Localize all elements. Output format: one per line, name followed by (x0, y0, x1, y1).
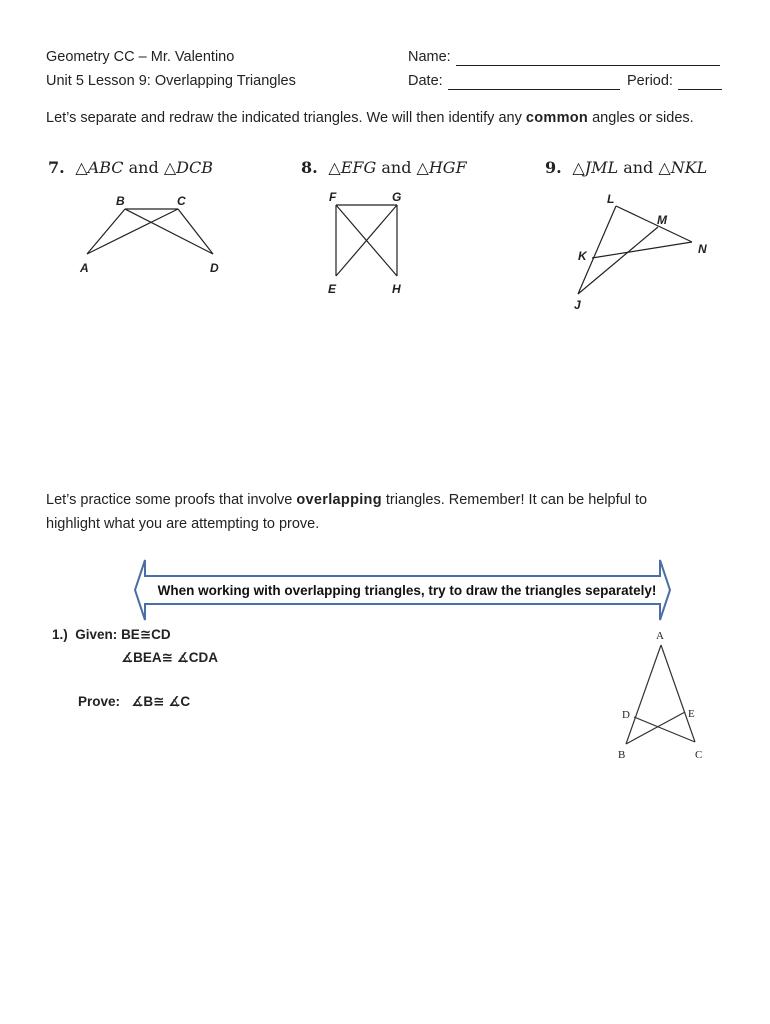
problem-8-t1: EFG (340, 158, 377, 177)
problem-7-t1: ABC (87, 158, 124, 177)
problem-9-t1: JML (584, 158, 619, 177)
problem-7-and: and (128, 158, 159, 177)
problem-7-diagram (87, 209, 213, 254)
practice-line-2: highlight what you are attempting to prove. (46, 516, 320, 532)
proof-1-given-1: BE≅CD (121, 627, 171, 642)
triangle-symbol: △ (416, 158, 429, 177)
segment-ca (87, 209, 178, 254)
name-label: Name: (408, 49, 451, 65)
practice-bold-overlapping: overlapping (296, 492, 382, 508)
banner-arrow (135, 560, 670, 620)
proof-1-diagram (626, 645, 695, 744)
proof-1-given-label: Given: (75, 627, 118, 642)
label-f: F (329, 190, 337, 204)
segment-kn (592, 242, 692, 258)
course-title: Geometry CC – Mr. Valentino (46, 49, 235, 65)
triangle-symbol: △ (572, 158, 585, 177)
proof-label-e: E (688, 708, 695, 720)
label-l: L (607, 192, 615, 206)
lesson-title: Unit 5 Lesson 9: Overlapping Triangles (46, 73, 296, 89)
segment-ln (616, 206, 692, 242)
proof-1-prove-label: Prove: (78, 694, 121, 709)
problem-8-diagram (336, 205, 397, 276)
proof-label-b: B (618, 749, 626, 761)
label-c: C (177, 194, 186, 208)
practice-post: triangles. Remember! It can be helpful to (381, 492, 648, 508)
label-g: G (392, 190, 402, 204)
problem-8-number: 8. (301, 158, 318, 177)
label-e: E (328, 282, 337, 296)
problem-9-t2: NKL (670, 158, 708, 177)
triangle-symbol: △ (658, 158, 671, 177)
proof-1-number: 1.) (52, 627, 68, 642)
practice-pre: Let’s practice some proofs that involve (46, 492, 297, 508)
proof-label-a: A (656, 630, 664, 642)
label-k: K (578, 249, 587, 263)
problem-9-and: and (623, 158, 654, 177)
triangle-symbol: △ (75, 158, 88, 177)
label-d: D (210, 261, 219, 275)
problem-8-t2: HGF (428, 158, 467, 177)
intro-post: angles or sides. (588, 110, 694, 126)
label-h: H (392, 282, 401, 296)
label-m: M (657, 213, 667, 227)
proof-label-d: D (622, 709, 630, 721)
problem-7-number: 7. (48, 158, 65, 177)
proof-1-prove-line (78, 694, 190, 710)
proof-label-c: C (695, 749, 703, 761)
problem-9-number: 9. (545, 158, 562, 177)
segment-dc (634, 717, 695, 742)
problem-8-and: and (381, 158, 412, 177)
date-label: Date: (408, 73, 443, 89)
triangle-symbol: △ (163, 158, 177, 177)
label-a: A (80, 261, 89, 275)
practice-line-1 (46, 492, 647, 508)
problem-9-diagram (578, 206, 692, 294)
proof-1-given-2: ∡BEA≅ ∡CDA (121, 650, 219, 665)
period-label: Period: (627, 73, 673, 89)
banner-text: When working with overlapping triangles, try to draw the triangles separately! (157, 583, 657, 598)
intro-pre: Let’s separate and redraw the indicated triangles. We will then identify any (46, 110, 526, 126)
label-j: J (574, 298, 581, 312)
segment-cd (178, 209, 213, 254)
proof-1-prove: ∡B≅ ∡C (131, 694, 191, 709)
segment-ba (87, 209, 125, 254)
label-n: N (698, 242, 707, 256)
segment-jm (578, 227, 658, 294)
segment-ab (626, 645, 661, 744)
intro-bold-common: common (525, 110, 589, 126)
proof-1-given-line (52, 627, 171, 643)
segment-ac (661, 645, 695, 742)
segment-bd (125, 209, 213, 254)
problem-7-t2: DCB (176, 158, 213, 177)
label-b: B (116, 194, 125, 208)
triangle-symbol: △ (328, 158, 341, 177)
